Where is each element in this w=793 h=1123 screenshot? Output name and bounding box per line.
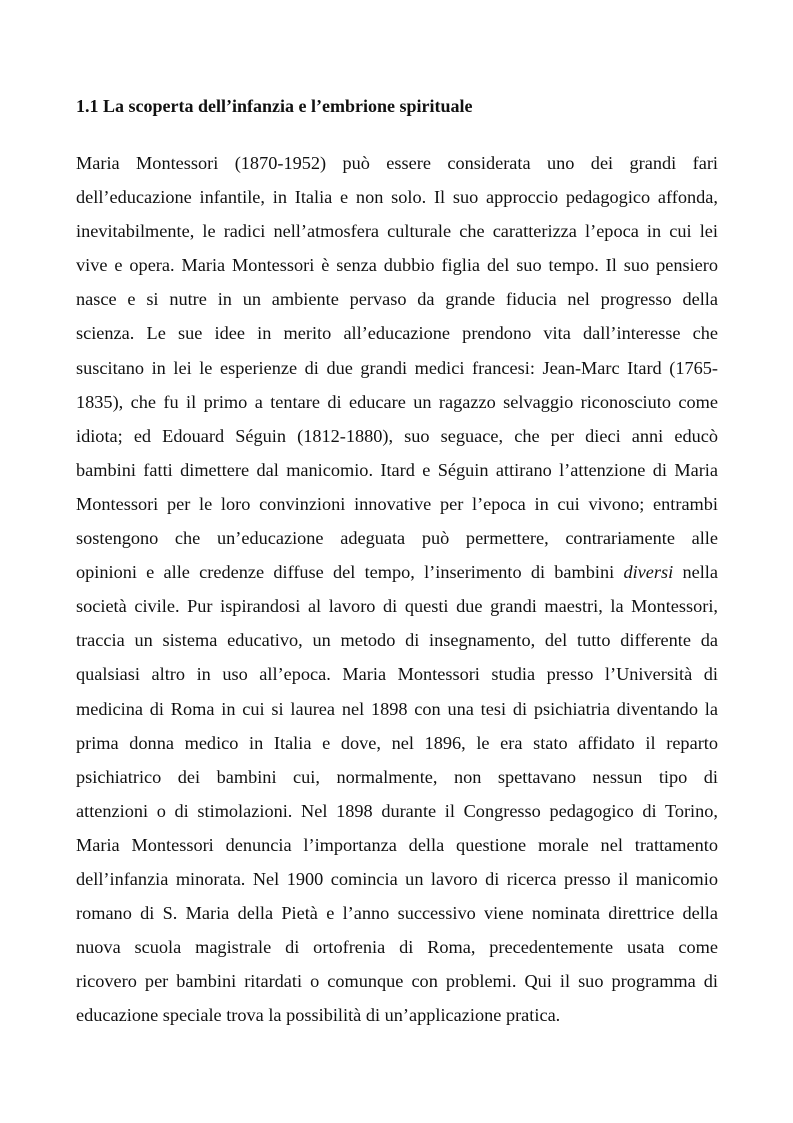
paragraph-line: educazione speciale trova la possibilità di un’applicazione pratica.	[76, 1005, 561, 1026]
paragraph-line: prima donna medico in Italia e dove, nel 1896, le era stato affidato il reparto	[76, 732, 718, 753]
paragraph-line: vive e opera. Maria Montessori è senza dubbio figlia del suo tempo. Il suo pensiero	[76, 255, 718, 276]
paragraph-line: suscitano in lei le esperienze di due grandi medici francesi: Jean-Marc Itard (1765-	[76, 357, 718, 378]
paragraph-line: attenzioni o di stimolazioni. Nel 1898 durante il Congresso pedagogico di Torino,	[76, 800, 718, 821]
paragraph-line: società civile. Pur ispirandosi al lavoro di questi due grandi maestri, la Montessori,	[76, 596, 718, 617]
paragraph-line: medicina di Roma in cui si laurea nel 1898 con una tesi di psichiatria diventando la	[76, 698, 718, 719]
paragraph-line: bambini fatti dimettere dal manicomio. Itard e Séguin attirano l’attenzione di Maria	[76, 459, 718, 480]
paragraph-line: scienza. Le sue idee in merito all’educazione prendono vita dall’interesse che	[76, 323, 718, 344]
paragraph-line: Montessori per le loro convinzioni innovative per l’epoca in cui vivono; entrambi	[76, 493, 718, 514]
paragraph-line: Maria Montessori (1870-1952) può essere considerata uno dei grandi fari	[76, 153, 718, 173]
body-paragraph	[76, 146, 718, 1032]
paragraph-line: 1835), che fu il primo a tentare di educare un ragazzo selvaggio riconosciuto come	[76, 391, 718, 412]
line-text: opinioni e alle credenze diffuse del tempo, l’inserimento di bambini	[76, 562, 624, 583]
paragraph-line: traccia un sistema educativo, un metodo di insegnamento, del tutto differente da	[76, 630, 718, 651]
paragraph-line	[76, 555, 718, 589]
paragraph-line: qualsiasi altro in uso all’epoca. Maria Montessori studia presso l’Università di	[76, 664, 718, 685]
paragraph-line: Maria Montessori denuncia l’importanza della questione morale nel trattamento	[76, 834, 718, 855]
paragraph-line: nasce e si nutre in un ambiente pervaso da grande fiducia nel progresso della	[76, 289, 718, 310]
paragraph-line: dell’educazione infantile, in Italia e non solo. Il suo approccio pedagogico affonda,	[76, 187, 718, 208]
paragraph-line: romano di S. Maria della Pietà e l’anno successivo viene nominata direttrice della	[76, 903, 718, 924]
line-text: nella	[673, 562, 718, 583]
paragraph-line: sostengono che un’educazione adeguata può permettere, contrariamente alle	[76, 528, 718, 549]
paragraph-line: ricovero per bambini ritardati o comunque con problemi. Qui il suo programma di	[76, 971, 718, 992]
paragraph-line: psichiatrico dei bambini cui, normalmente, non spettavano nessun tipo di	[76, 766, 718, 787]
paragraph-line: inevitabilmente, le radici nell’atmosfera culturale che caratterizza l’epoca in cui lei	[76, 221, 718, 242]
section-heading: 1.1 La scoperta dell’infanzia e l’embrione spirituale	[76, 96, 473, 116]
paragraph-line: dell’infanzia minorata. Nel 1900 comincia un lavoro di ricerca presso il manicomio	[76, 868, 718, 889]
paragraph-line: nuova scuola magistrale di ortofrenia di Roma, precedentemente usata come	[76, 937, 718, 958]
italic-term: diversi	[623, 562, 674, 583]
paragraph-line: idiota; ed Edouard Séguin (1812-1880), suo seguace, che per dieci anni educò	[76, 425, 718, 446]
